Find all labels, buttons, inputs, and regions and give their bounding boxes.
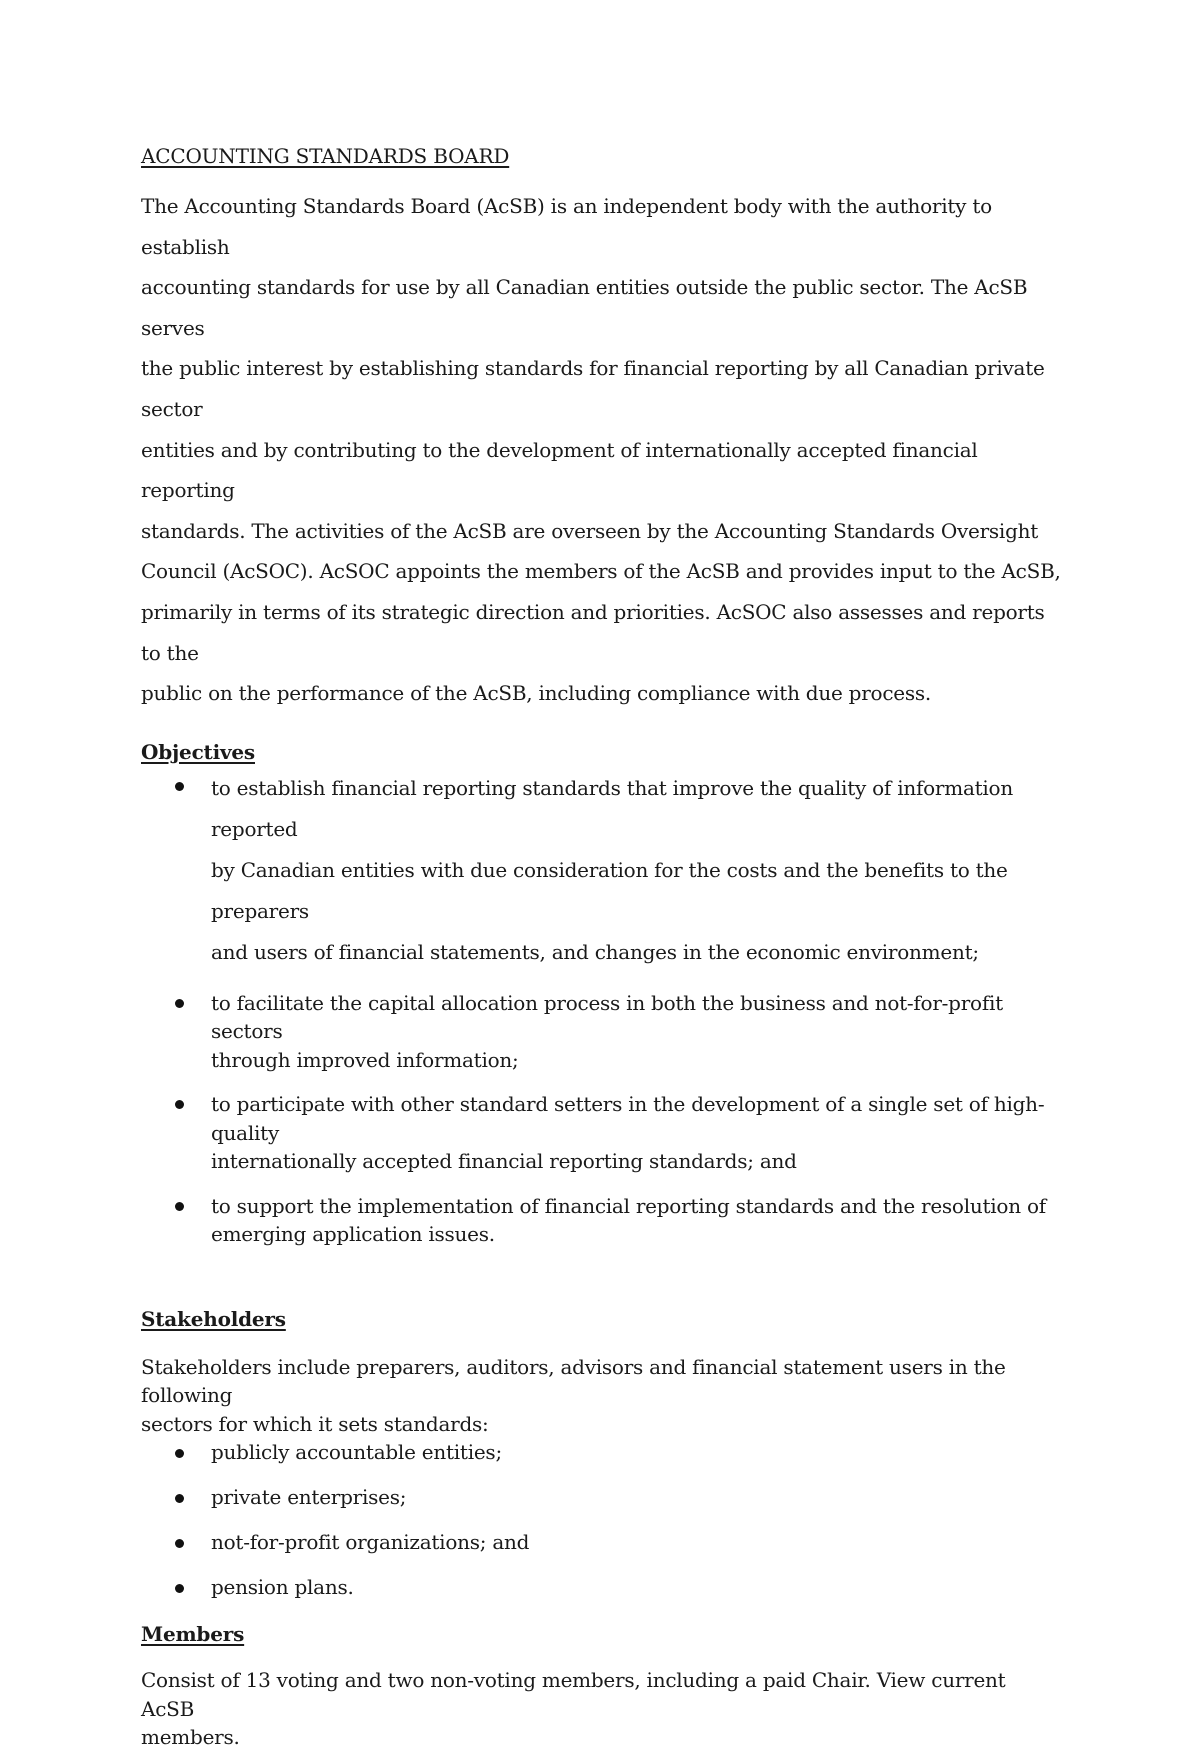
members-paragraph xyxy=(141,1666,1061,1752)
list-item-line: to facilitate the capital allocation process in both the business and not-for-profit sectors xyxy=(211,990,1003,1044)
bullet-icon xyxy=(175,1584,184,1593)
stakeholders-intro xyxy=(141,1353,1061,1439)
list-item-line: to support the implementation of financial reporting standards and the resolution of xyxy=(211,1193,1046,1218)
list-item xyxy=(141,1528,1061,1557)
intro-line: primarily in terms of its strategic direction and priorities. AcSOC also assesses and reports to the xyxy=(141,599,1045,665)
stakeholders-list xyxy=(141,1438,1061,1602)
members-heading: Members xyxy=(141,1622,245,1647)
list-item-line: through improved information; xyxy=(211,1047,519,1072)
bullet-icon xyxy=(175,1494,184,1503)
bullet-icon xyxy=(175,1202,184,1211)
document-title: ACCOUNTING STANDARDS BOARD xyxy=(141,144,510,168)
list-item-text: pension plans. xyxy=(211,1575,354,1600)
members-line: members. xyxy=(141,1725,240,1750)
list-item-text: not-for-profit organizations; and xyxy=(211,1530,530,1555)
objectives-heading: Objectives xyxy=(141,739,255,764)
intro-line: the public interest by establishing standards for financial reporting by all Canadian private sector xyxy=(141,356,1045,421)
bullet-icon xyxy=(175,782,184,791)
list-item-line: internationally accepted financial reporting standards; and xyxy=(211,1149,797,1174)
stakeholders-intro-line: Stakeholders include preparers, auditors, advisors and financial statement users in the following xyxy=(141,1354,1006,1408)
list-item-line: by Canadian entities with due consideration for the costs and the benefits to the preparers xyxy=(211,857,1008,923)
bullet-icon xyxy=(175,1449,184,1458)
intro-line: The Accounting Standards Board (AcSB) is an independent body with the authority to establish xyxy=(141,194,992,259)
list-item xyxy=(141,1483,1061,1512)
list-item-text: private enterprises; xyxy=(211,1485,407,1510)
list-item xyxy=(141,989,1061,1075)
bullet-icon xyxy=(175,1100,184,1109)
intro-paragraph xyxy=(141,186,1061,714)
stakeholders-intro-line: sectors for which it sets standards: xyxy=(141,1411,489,1436)
intro-line: public on the performance of the AcSB, including compliance with due process. xyxy=(141,681,932,706)
document-page xyxy=(141,140,1061,1752)
list-item xyxy=(141,1573,1061,1602)
members-line: Consist of 13 voting and two non-voting members, including a paid Chair. View current AcSB xyxy=(141,1668,1006,1721)
bullet-icon xyxy=(175,999,184,1008)
intro-line: standards. The activities of the AcSB are overseen by the Accounting Standards Oversight xyxy=(141,518,1039,543)
bullet-icon xyxy=(175,1539,184,1548)
intro-line: Council (AcSOC). AcSOC appoints the members of the AcSB and provides input to the AcSB, xyxy=(141,559,1061,584)
list-item-line: emerging application issues. xyxy=(211,1222,495,1247)
objectives-list xyxy=(141,768,1061,1249)
list-item xyxy=(141,1090,1061,1176)
list-item xyxy=(141,768,1061,973)
list-item xyxy=(141,1192,1061,1249)
intro-line: entities and by contributing to the development of internationally accepted financial reporting xyxy=(141,437,978,503)
list-item xyxy=(141,1438,1061,1467)
list-item-line: to establish financial reporting standards that improve the quality of information reported xyxy=(211,775,1013,841)
list-item-line: to participate with other standard setters in the development of a single set of high-quality xyxy=(211,1092,1045,1145)
intro-line: accounting standards for use by all Canadian entities outside the public sector. The AcSB serves xyxy=(141,275,1028,340)
list-item-text: publicly accountable entities; xyxy=(211,1440,502,1465)
list-item-line: and users of financial statements, and changes in the economic environment; xyxy=(211,939,979,964)
stakeholders-heading: Stakeholders xyxy=(141,1306,286,1331)
